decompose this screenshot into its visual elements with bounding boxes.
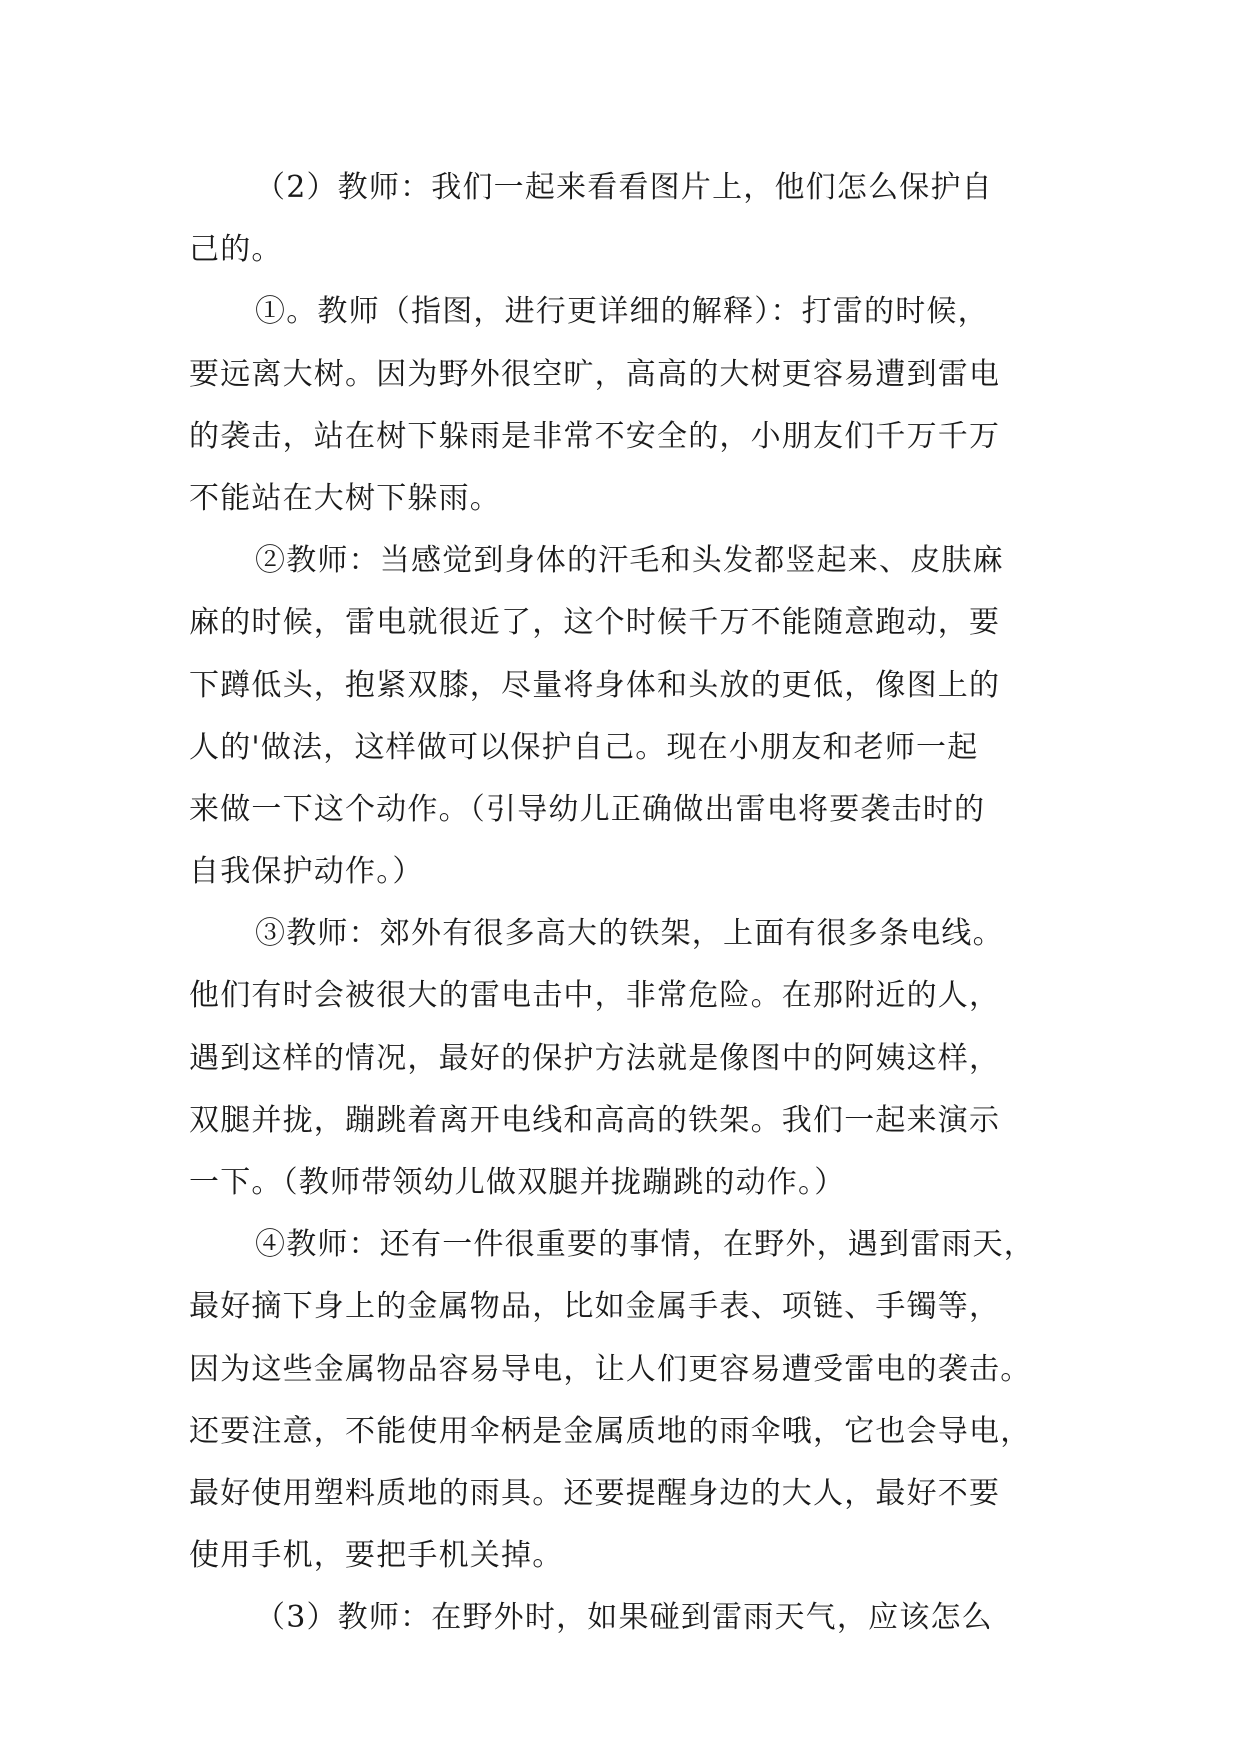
paragraph-line: 不能站在大树下躲雨。 <box>189 480 501 516</box>
document-body <box>189 157 1061 1650</box>
paragraph-line: ①。教师（指图，进行更详细的解释）：打雷的时候， <box>255 294 989 330</box>
paragraph-line: 还要注意，不能使用伞柄是金属质地的雨伞哦，它也会导电， <box>189 1413 1032 1449</box>
paragraph-line: 麻的时候，雷电就很近了，这个时候千万不能随意跑动，要 <box>189 605 1001 641</box>
paragraph-line: 因为这些金属物品容易导电，让人们更容易遭受雷电的袭击。 <box>189 1351 1032 1387</box>
paragraph-line: 来做一下这个动作。（引导幼儿正确做出雷电将要袭击时的 <box>189 791 986 827</box>
paragraph-line: 使用手机，要把手机关掉。 <box>189 1538 564 1574</box>
paragraph-line: ④教师：还有一件很重要的事情，在野外，遇到雷雨天， <box>255 1227 1035 1263</box>
paragraph-line: 遇到这样的情况，最好的保护方法就是像图中的阿姨这样， <box>189 1040 1001 1076</box>
paragraph-line: 双腿并拢，蹦跳着离开电线和高高的铁架。我们一起来演示 <box>189 1102 1001 1138</box>
paragraph-line: 最好摘下身上的金属物品，比如金属手表、项链、手镯等， <box>189 1289 1001 1325</box>
paragraph-line: 要远离大树。因为野外很空旷，高高的大树更容易遭到雷电 <box>189 356 1001 392</box>
paragraph-line: （3）教师：在野外时，如果碰到雷雨天气，应该怎么 <box>255 1600 993 1636</box>
paragraph-line: ②教师：当感觉到身体的汗毛和头发都竖起来、皮肤麻 <box>255 543 1004 579</box>
paragraph-line: 最好使用塑料质地的雨具。还要提醒身边的大人，最好不要 <box>189 1475 1001 1511</box>
paragraph-line: （2）教师：我们一起来看看图片上，他们怎么保护自 <box>255 170 993 205</box>
paragraph-line: 他们有时会被很大的雷电击中，非常危险。在那附近的人， <box>189 978 1001 1014</box>
paragraph-line: ③教师：郊外有很多高大的铁架，上面有很多条电线。 <box>255 916 1004 952</box>
paragraph-line: 人的'做法，这样做可以保护自己。现在小朋友和老师一起 <box>189 729 979 765</box>
paragraph-line: 己的。 <box>189 232 283 268</box>
paragraph-line: 一下。（教师带领幼儿做双腿并拢蹦跳的动作。） <box>189 1165 846 1200</box>
paragraph-line: 的袭击，站在树下躲雨是非常不安全的，小朋友们千万千万 <box>189 418 1001 454</box>
paragraph-line: 自我保护动作。） <box>189 854 424 890</box>
paragraph-line: 下蹲低头，抱紧双膝，尽量将身体和头放的更低，像图上的 <box>189 667 1001 703</box>
